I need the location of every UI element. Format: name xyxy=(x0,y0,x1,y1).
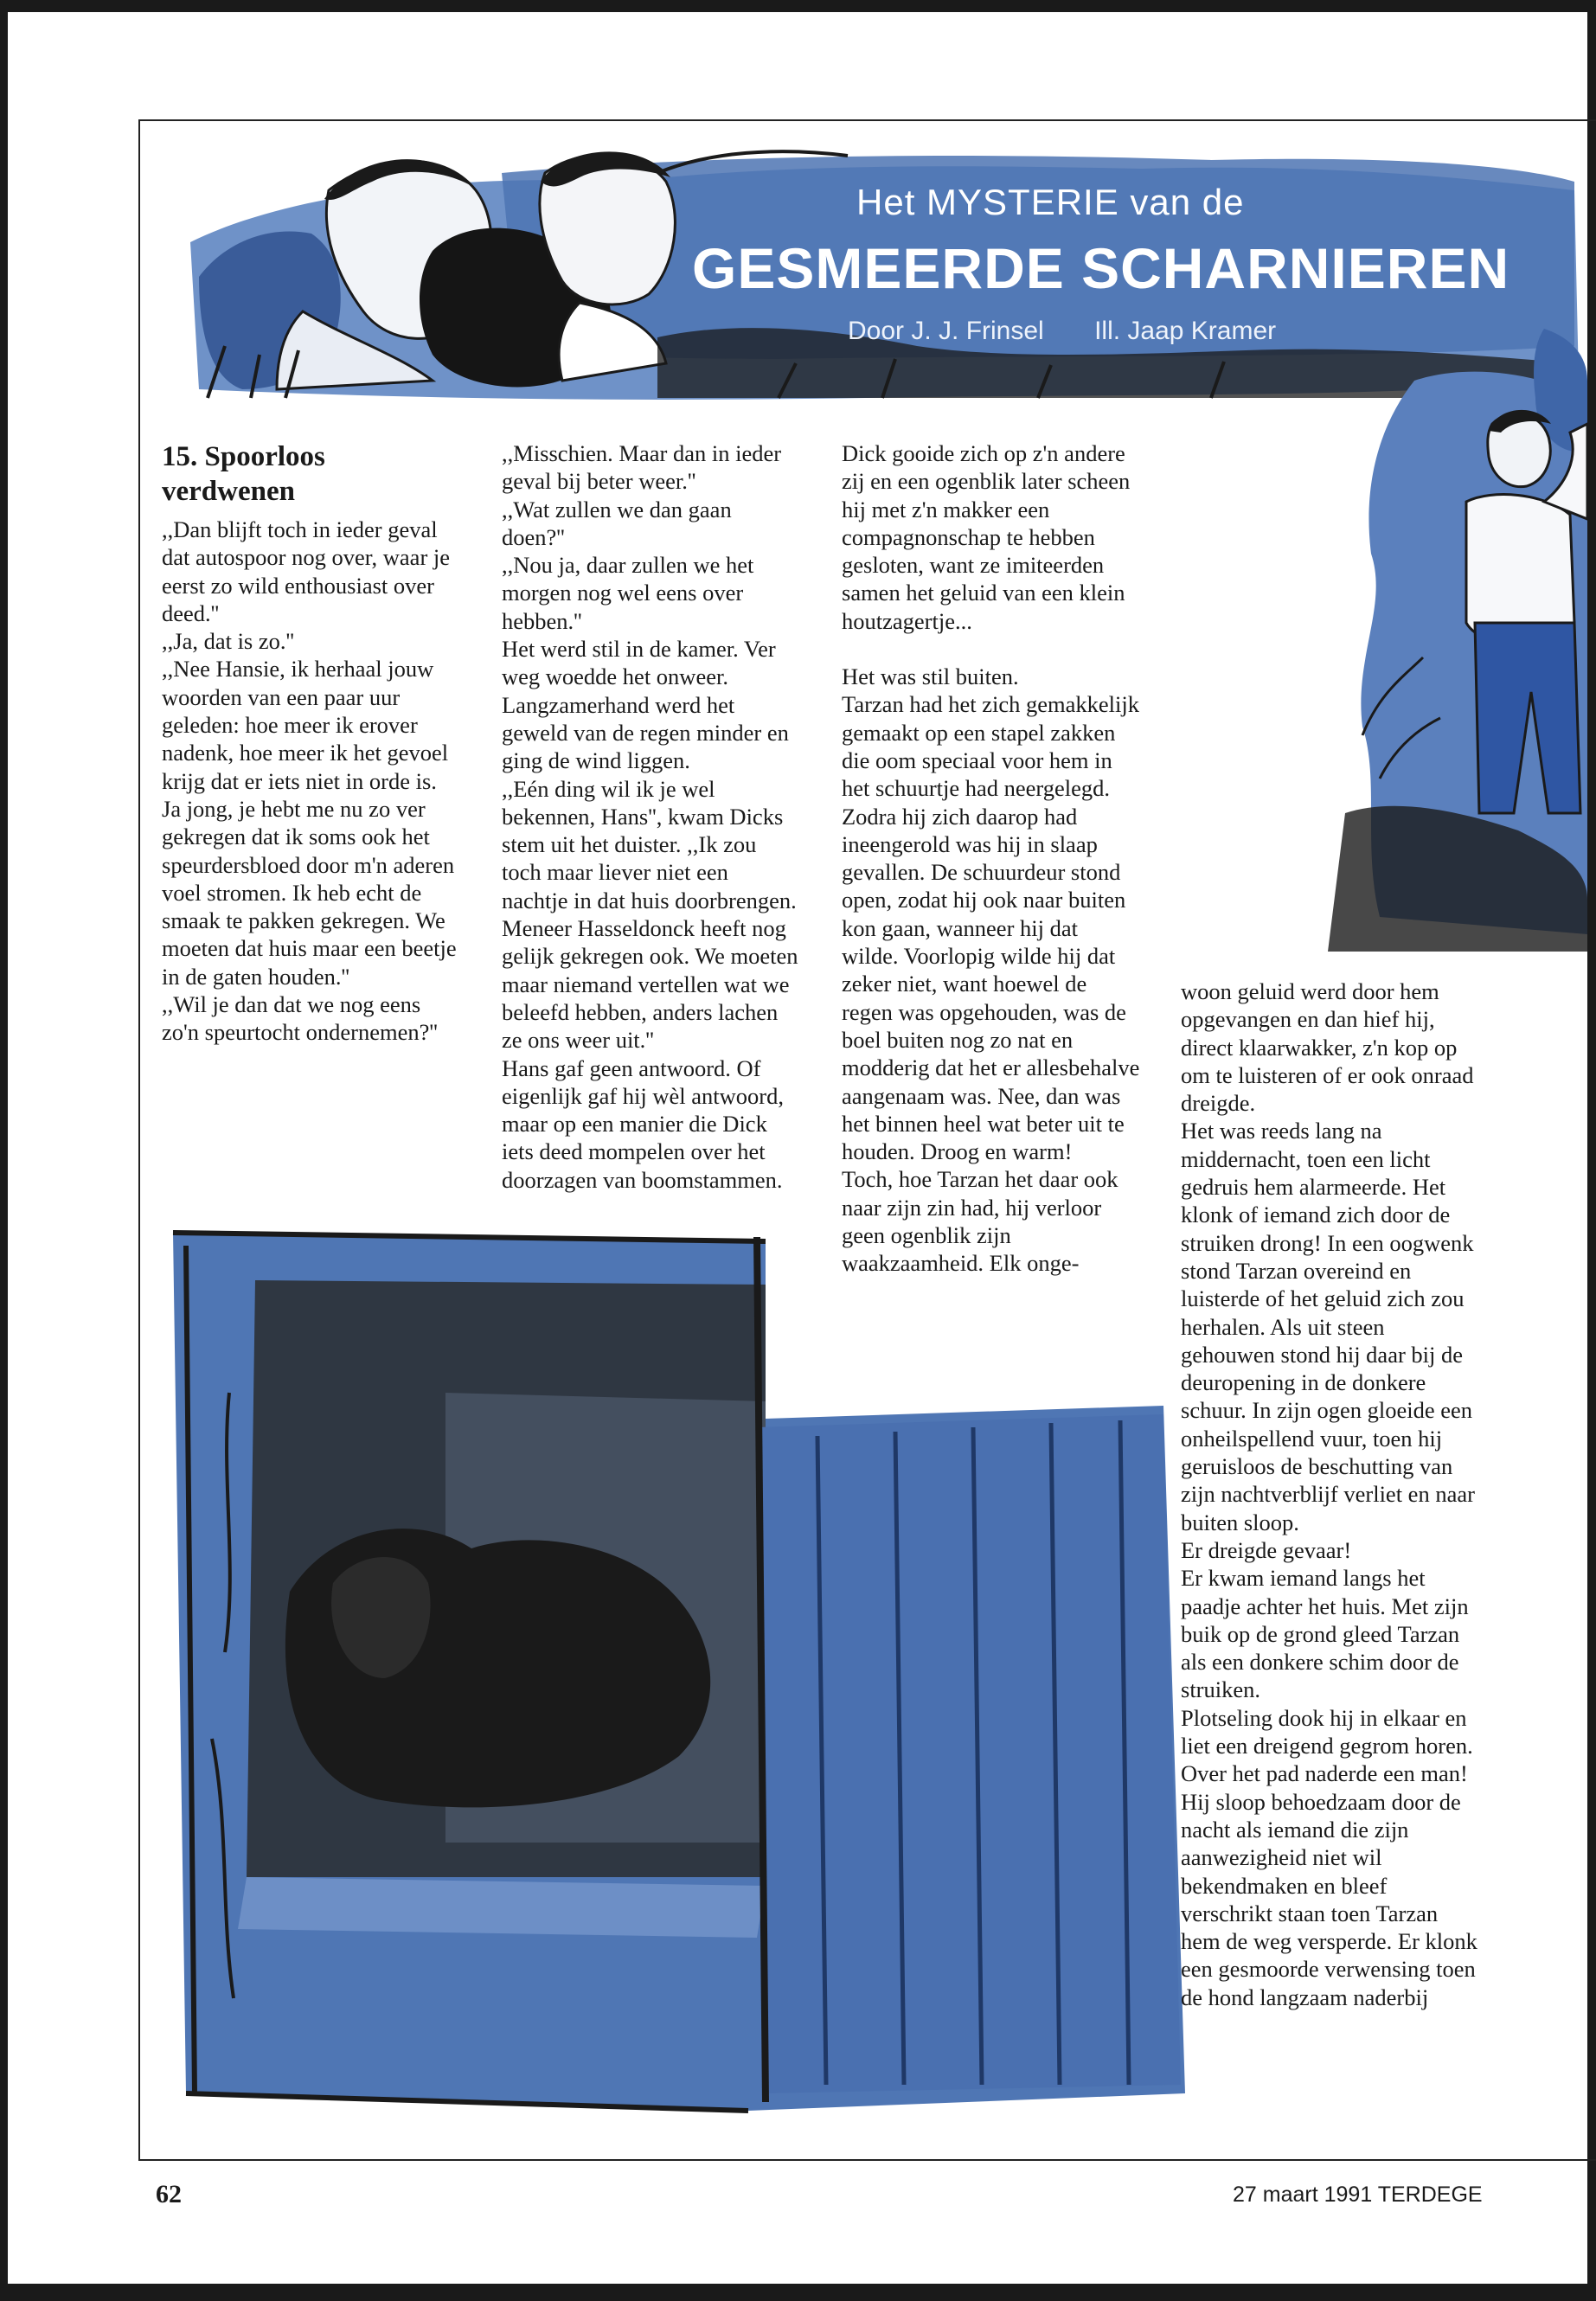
paragraph: ,,Ja, dat is zo.'' xyxy=(162,628,295,655)
issue-line: 27 maart 1991 TERDEGE xyxy=(1233,2182,1483,2207)
paragraph: Toch, hoe Tarzan het daar ook naar zijn zin had, hij verloor geen ogenblik zijn waakzaamheid. Elk onge- xyxy=(842,1166,1118,1277)
paragraph: Het was stil buiten. xyxy=(842,663,1019,690)
paragraph: ,,Nou ja, daar zullen we het morgen nog wel eens over hebben.'' xyxy=(502,552,754,634)
paragraph: Er dreigde gevaar! xyxy=(1181,1536,1352,1563)
column-2 xyxy=(502,439,800,1194)
paragraph: ,,Misschien. Maar dan in ieder geval bij beter weer.'' xyxy=(502,440,782,495)
scan-frame-left xyxy=(0,0,8,2301)
series-kicker: Het MYSTERIE van de xyxy=(856,182,1245,222)
paragraph: Er kwam iemand langs het paadje achter het huis. Met zijn buik op de grond gleed Tarzan als een donkere schim door de struiken. xyxy=(1181,1565,1469,1703)
column-3 xyxy=(842,439,1140,1278)
story-title: GESMEERDE SCHARNIEREN xyxy=(692,236,1510,300)
scan-frame-top xyxy=(0,0,1596,12)
paragraph: Tarzan had het zich gemakkelijk gemaakt op een stapel zakken die oom speciaal voor hem in het schuurtje had neergelegd. Zodra hij zich daarop had ineengerold was hij in slaap gevallen. De schuurdeur stond open, zodat hij ook naar buiten kon gaan, wanneer hij dat wilde. Voorlopig wilde hij dat zeker niet, want hoewel de regen was opgehouden, was de boel buiten nog zo nat en modderig dat het er allesbehalve aangenaam was. Nee, dan was het binnen heel wat beter uit te houden. Droog en warm! xyxy=(842,691,1140,1165)
credits xyxy=(848,317,1319,346)
author-credit: Door J. J. Frinsel xyxy=(848,317,1044,345)
paragraph: ,,Wat zullen we dan gaan doen?'' xyxy=(502,496,732,550)
scan-frame-bottom xyxy=(0,2284,1596,2301)
column-1 xyxy=(162,439,460,1047)
paragraph: Plotseling dook hij in elkaar en liet een dreigend gegrom horen. xyxy=(1181,1704,1473,1759)
illustrator-credit: Ill. Jaap Kramer xyxy=(1094,317,1277,345)
page-number: 62 xyxy=(156,2180,182,2208)
paragraph: Hans gaf geen antwoord. Of eigenlijk gaf hij wèl antwoord, maar op een manier die Dick iets deed mompelen over het doorzagen van boomstammen. xyxy=(502,1054,785,1193)
boy-calling-illustration xyxy=(1328,329,1587,952)
paragraph: Het werd stil in de kamer. Ver weg woedde het onweer. Langzamerhand werd het geweld van de regen minder en ging de wind liggen. xyxy=(502,636,789,774)
dog-in-shed-illustration xyxy=(160,1220,1198,2145)
paragraph: Dick gooide zich op z'n andere zij en een ogenblik later scheen hij met z'n makker een compagnonschap te hebben gesloten, want ze imiteerden samen het geluid van een klein houtzagertje... xyxy=(842,440,1131,634)
paragraph: ,,Wil je dan dat we nog eens zo'n speurtocht ondernemen?'' xyxy=(162,991,438,1046)
chapter-heading: 15. Spoorloos verdwenen xyxy=(162,441,325,507)
paragraph: ,,Nee Hansie, ik herhaal jouw woorden van een paar uur geleden: hoe meer ik erover nadenk, hoe meer ik het gevoel krijg dat er iets niet in orde is. Ja jong, je hebt me nu zo ver gekregen dat ik soms ook het speurdersbloed door m'n aderen voel stromen. Ik heb echt de smaak te pakken gekregen. We moeten dat huis maar een beetje in de gaten houden.'' xyxy=(162,656,457,990)
paragraph: Over het pad naderde een man! Hij sloop behoedzaam door de nacht als iemand die zijn aanwezigheid niet wil bekendmaken en bleef verschrikt staan toen Tarzan hem de weg versperde. Er klonk een gesmoorde verwensing toen de hond langzaam naderbij xyxy=(1181,1760,1477,2010)
paragraph: ,,Dan blijft toch in ieder geval dat autospoor nog over, waar je eerst zo wild enthousiast over deed.'' xyxy=(162,516,451,626)
paragraph: woon geluid werd door hem opgevangen en dan hief hij, direct klaarwakker, z'n kop op om te luisteren of er ook onraad dreigde. xyxy=(1181,978,1474,1117)
column-4 xyxy=(1181,977,1479,2011)
paragraph: Het was reeds lang na middernacht, toen een licht gedruis hem alarmeerde. Het klonk of iemand zich door de struiken drong! In een oogwenk stond Tarzan overeind en luisterde of het geluid zich zou herhalen. Als uit steen gehouwen stond hij daar bij de deuropening in de donkere schuur. In zijn ogen gloeide een onheilspellend vuur, toen hij geruisloos de beschutting van zijn nachtverblijf verliet en naar buiten sloop. xyxy=(1181,1118,1475,1535)
paragraph: ,,Eén ding wil ik je wel bekennen, Hans'', kwam Dicks stem uit het duister. ,,Ik zou toch maar liever niet een nachtje in dat huis doorbrengen. Meneer Hasseldonck heeft nog gelijk gekregen ook. We moeten maar niemand vertellen wat we beleefd hebben, anders lachen ze ons weer uit.'' xyxy=(502,775,798,1054)
